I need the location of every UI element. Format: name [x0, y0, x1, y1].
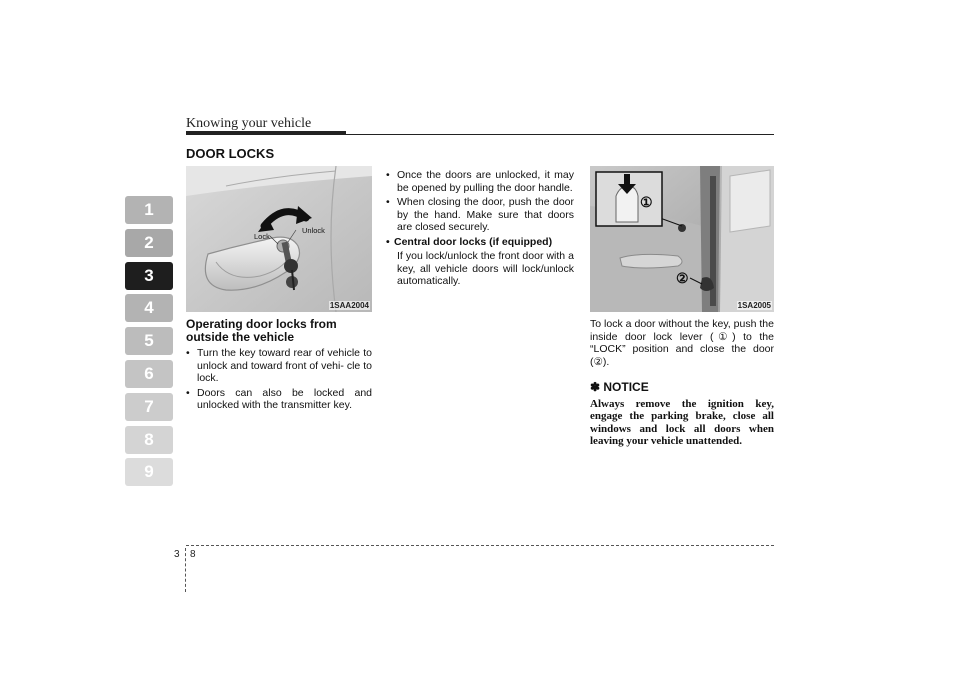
label-lock: Lock — [254, 232, 270, 241]
figure-code: 1SA2005 — [737, 301, 771, 310]
subheading-outside: Operating door locks from outside the vehicle — [186, 317, 337, 344]
chapter-tab-label: 9 — [144, 462, 154, 482]
chapter-tab-8[interactable] — [125, 426, 173, 454]
chapter-tab-2[interactable] — [125, 229, 173, 257]
chapter-tab-label: 5 — [144, 331, 154, 351]
right-column — [590, 318, 774, 448]
bullet-item: • Once the doors are unlocked, it may be opened by pulling the door handle. — [386, 169, 574, 194]
bullet-item: • Turn the key toward rear of vehicle to unlock and toward front of vehi- cle to lock. — [186, 347, 372, 385]
footer-divider — [185, 548, 186, 592]
chapter-tab-7[interactable] — [125, 393, 173, 421]
label-unlock: Unlock — [302, 226, 325, 235]
header-rule — [186, 134, 774, 135]
bullet-item: • Doors can also be locked and unlocked with the transmitter key. — [186, 387, 372, 412]
notice-title: ✽ NOTICE — [590, 380, 649, 394]
notice-text: Always remove the ignition key, engage the parking brake, close all windows and lock all doors when leaving your vehicle unattended. — [590, 397, 774, 447]
chapter-tab-label: 4 — [144, 298, 154, 318]
chapter-tabs — [125, 196, 173, 491]
inside-lock-paragraph: To lock a door without the key, push the inside door lock lever (①) to the “LOCK” position and close the door (②). — [590, 318, 774, 368]
central-locks-text: If you lock/unlock the front door with a key, all vehicle doors will lock/unlock automatically. — [397, 250, 574, 287]
inside-lock-lever-illustration — [590, 166, 774, 312]
page-heading: DOOR LOCKS — [186, 146, 275, 161]
chapter-tab-label: 1 — [144, 200, 154, 219]
footer-rule — [186, 545, 774, 546]
door-handle-key-illustration — [186, 166, 372, 312]
chapter-tab-1[interactable] — [125, 196, 173, 224]
chapter-tab-label: 8 — [144, 429, 154, 449]
page-chapter-number: 3 — [174, 549, 180, 560]
figure-code: 1SAA2004 — [329, 301, 369, 310]
chapter-tab-label: 2 — [144, 232, 154, 252]
middle-column — [386, 169, 574, 288]
chapter-tab-6[interactable] — [125, 360, 173, 388]
section-title: Knowing your vehicle — [186, 116, 312, 131]
chapter-tab-label: 7 — [144, 396, 154, 416]
chapter-tab-3[interactable] — [125, 262, 173, 290]
marker-1-icon: ① — [640, 194, 653, 210]
chapter-tab-4[interactable] — [125, 294, 173, 322]
page-number: 8 — [190, 549, 196, 560]
chapter-tab-9[interactable] — [125, 458, 173, 486]
chapter-tab-5[interactable] — [125, 327, 173, 355]
chapter-tab-label: 6 — [144, 363, 154, 383]
marker-2-icon: ② — [676, 270, 689, 286]
central-locks-heading: • Central door locks (if equipped) — [386, 236, 574, 249]
figure-inside-lock-lever — [590, 166, 774, 312]
outside-bullets — [186, 347, 372, 414]
chapter-tab-label: 3 — [144, 265, 154, 285]
figure-door-handle-key — [186, 166, 372, 312]
bullet-item: • When closing the door, push the door by the hand. Make sure that doors are closed securely. — [386, 196, 574, 234]
